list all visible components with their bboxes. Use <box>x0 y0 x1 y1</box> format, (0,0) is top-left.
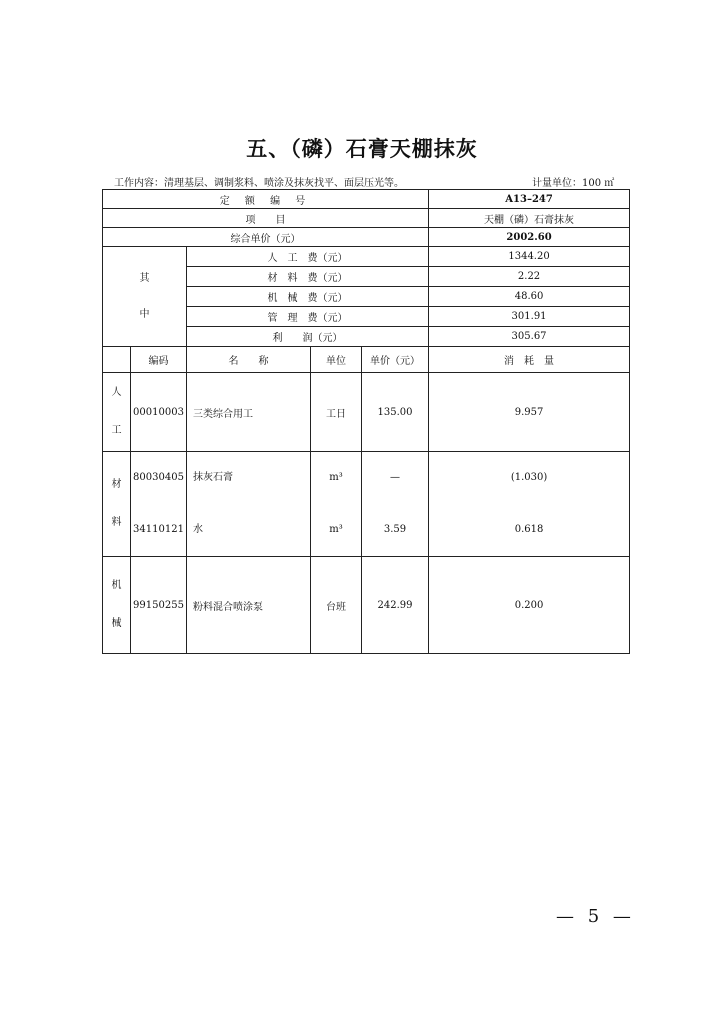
category-machine <box>103 557 131 654</box>
unit-price-value: 2002.60 <box>429 228 630 247</box>
resource-consumption: (1.030) <box>510 472 548 483</box>
quota-code-label: 定 额 编 号 <box>103 190 429 209</box>
resource-name: 粉料混合喷涂泵 <box>187 557 311 654</box>
resource-unit: 台班 <box>311 557 362 654</box>
resource-price: — <box>390 472 401 483</box>
resource-code: 99150255 <box>131 557 187 654</box>
breakdown-label: 利 润（元） <box>187 327 429 347</box>
page-title: 五、（磷）石膏天棚抹灰 <box>246 136 478 161</box>
resource-name: 水 <box>193 524 203 535</box>
category-char: 工 <box>111 425 122 436</box>
resource-price: 135.00 <box>362 373 429 452</box>
col-header-consumption: 消 耗 量 <box>429 347 630 373</box>
item-value: 天棚（磷）石膏抹灰 <box>429 209 630 228</box>
breakdown-value: 2.22 <box>429 267 630 287</box>
item-label: 项 目 <box>103 209 429 228</box>
category-char: 材 <box>111 479 122 490</box>
resource-unit-cell <box>311 452 362 557</box>
unit-info: 计量单位：100 ㎡ <box>532 178 615 189</box>
resource-price: 242.99 <box>362 557 429 654</box>
resource-unit: 工日 <box>311 373 362 452</box>
resource-price: 3.59 <box>383 524 407 535</box>
category-char: 械 <box>111 618 122 629</box>
breakdown-group-label <box>103 247 187 347</box>
page-number: — 5 — <box>556 906 635 927</box>
quota-code-row <box>103 190 630 209</box>
resource-row-machine <box>103 557 630 654</box>
resource-consumption: 9.957 <box>429 373 630 452</box>
breakdown-label: 人 工 费（元） <box>187 247 429 267</box>
breakdown-label: 管 理 费（元） <box>187 307 429 327</box>
col-header-name: 名 称 <box>187 347 311 373</box>
column-header-row <box>103 347 630 373</box>
quota-table <box>102 189 630 654</box>
resource-row-labor <box>103 373 630 452</box>
col-header-code: 编码 <box>131 347 187 373</box>
resource-row-material <box>103 452 630 557</box>
breakdown-label: 材 料 费（元） <box>187 267 429 287</box>
unit-price-label: 综合单价（元） <box>103 228 429 247</box>
resource-code: 80030405 <box>133 472 184 483</box>
item-row <box>103 209 630 228</box>
resource-unit: m³ <box>329 524 343 535</box>
resource-price-cell <box>362 452 429 557</box>
work-content: 工作内容：清理基层、调制浆料、喷涂及抹灰找平、面层压光等。 <box>114 178 404 189</box>
resource-unit: m³ <box>329 472 343 483</box>
unit-price-row <box>103 228 630 247</box>
resource-consumption: 0.618 <box>514 524 544 535</box>
col-header-price: 单价（元） <box>362 347 429 373</box>
resource-code: 34110121 <box>133 524 184 535</box>
breakdown-value: 1344.20 <box>429 247 630 267</box>
category-char: 料 <box>111 517 122 528</box>
category-material <box>103 452 131 557</box>
category-char: 机 <box>111 580 122 591</box>
breakdown-row <box>103 247 630 267</box>
breakdown-value: 48.60 <box>429 287 630 307</box>
category-header-blank <box>103 347 131 373</box>
resource-name: 抹灰石膏 <box>193 472 233 483</box>
resource-consumption-cell <box>429 452 630 557</box>
breakdown-label: 机 械 费（元） <box>187 287 429 307</box>
breakdown-value: 301.91 <box>429 307 630 327</box>
breakdown-label-char-1: 其 <box>139 272 150 284</box>
breakdown-label-char-2: 中 <box>139 308 150 320</box>
resource-code-cell <box>131 452 187 557</box>
category-char: 人 <box>111 387 122 398</box>
breakdown-value: 305.67 <box>429 327 630 347</box>
resource-consumption: 0.200 <box>429 557 630 654</box>
col-header-unit: 单位 <box>311 347 362 373</box>
resource-code: 00010003 <box>131 373 187 452</box>
quota-code-value: A13–247 <box>429 190 630 209</box>
resource-name: 三类综合用工 <box>187 373 311 452</box>
category-labor <box>103 373 131 452</box>
resource-name-cell <box>187 452 311 557</box>
